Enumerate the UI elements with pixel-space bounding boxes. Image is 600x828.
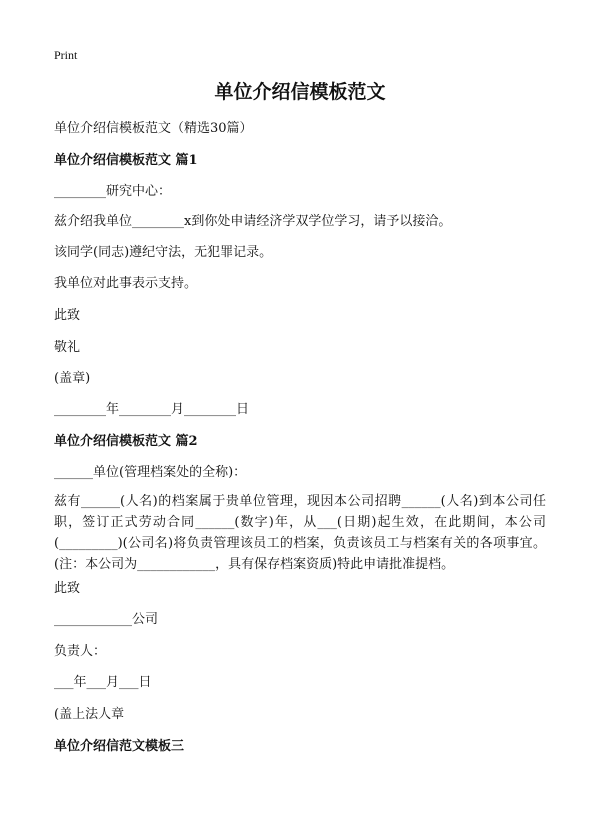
s2-company-line: ____________公司 [54, 612, 159, 627]
s2-date-line: ___年___月___日 [54, 675, 152, 690]
s1-intro-line: 兹介绍我单位________x到你处申请经济学双学位学习，请予以接洽。 [54, 214, 452, 229]
document-title: 单位介绍信模板范文 [214, 81, 386, 103]
s2-seal: (盖上法人章 [54, 707, 125, 722]
s1-addressee: ________研究中心： [54, 184, 172, 199]
s2-addressee: ______单位(管理档案处的全称)： [54, 465, 247, 480]
s1-conduct-line: 该同学(同志)遵纪守法，无犯罪记录。 [54, 245, 273, 260]
s1-date-line: ________年________月________日 [54, 402, 250, 417]
s1-closing-cizhi: 此致 [54, 308, 81, 323]
s2-responsible-person: 负责人： [54, 644, 107, 659]
s1-support-line: 我单位对此事表示支持。 [54, 276, 198, 291]
section-2-heading: 单位介绍信模板范文 篇2 [54, 434, 198, 449]
section-3-heading: 单位介绍信范文模板三 [54, 739, 185, 754]
s1-closing-jingli: 敬礼 [54, 340, 81, 355]
section-1-heading: 单位介绍信模板范文 篇1 [54, 153, 198, 168]
document-subtitle: 单位介绍信模板范文（精选30篇） [54, 121, 253, 136]
s2-body-paragraph: 兹有______(人名)的档案属于贵单位管理，现因本公司招聘______(人名)到本公司任职，签订正式劳动合同______(数字)年，从___(日期)起生效，在此期间，本公司(_________)(公司名)将负责管理该员工的档案，负责该员工与档案有关的各项事宜。(注：本公司为____________，具有保存档案资质)特此申请批准提档。 [54, 494, 546, 572]
s1-seal: (盖章) [54, 371, 91, 386]
s2-closing-cizhi: 此致 [54, 581, 81, 596]
print-link[interactable]: Print [54, 48, 78, 62]
